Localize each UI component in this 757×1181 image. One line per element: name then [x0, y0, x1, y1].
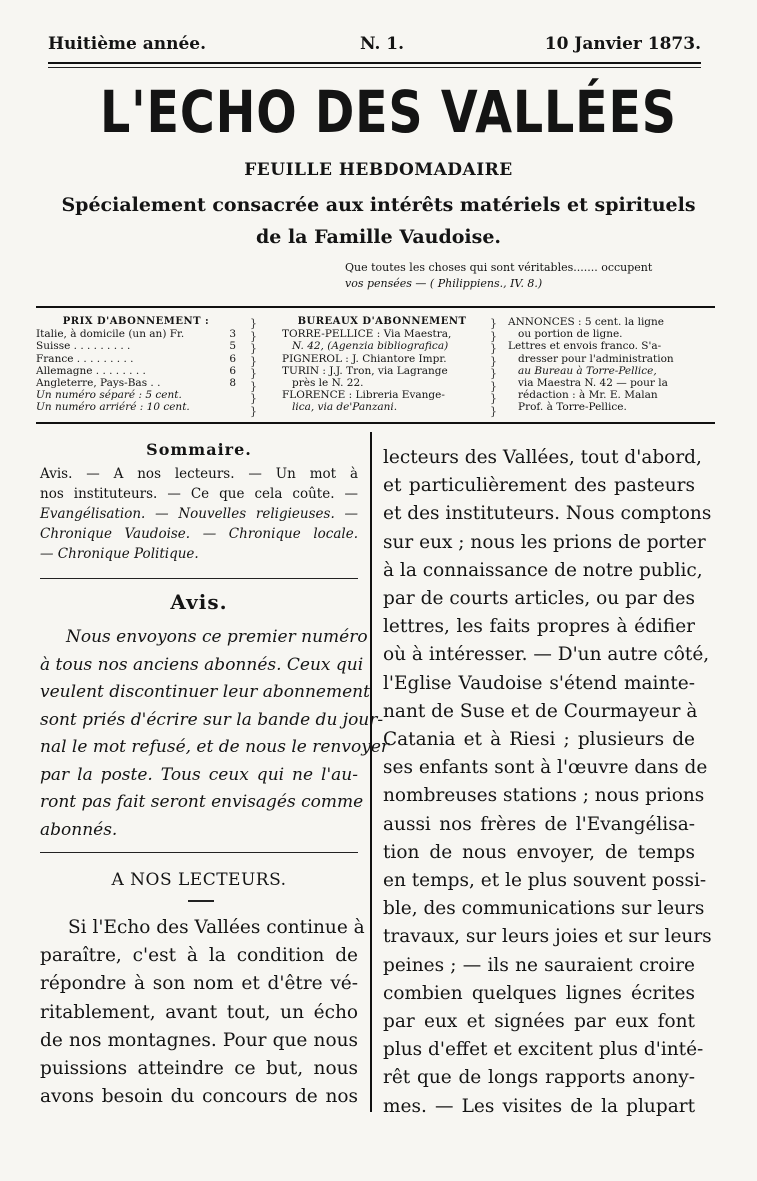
- price-row: Italie, à domicile (un an) Fr. 3: [36, 328, 236, 341]
- article-line: Catania et à Riesi ; plusieurs de: [383, 729, 695, 751]
- article-line: mes. — Les visites de la plupart: [383, 1095, 695, 1117]
- sommaire-rule: [40, 578, 358, 579]
- masthead-subtitle: FEUILLE HEBDOMADAIRE: [244, 160, 513, 180]
- article-line: ses enfants sont à l'œuvre dans de: [383, 757, 708, 779]
- sommaire-line: Avis. — A nos lecteurs. — Un mot à: [40, 466, 358, 482]
- price-row: Angleterre, Pays-Bas . . 8: [36, 377, 236, 390]
- avis-line: ront pas fait seront envisagés comme: [40, 792, 364, 812]
- avis-text: [40, 624, 390, 844]
- article-line: par eux et signées par eux font: [383, 1011, 695, 1033]
- article-line: de nos montagnes. Pour que nous: [40, 1029, 358, 1051]
- annonces-line: rédaction : à Mr. E. Malan: [518, 389, 658, 402]
- sommaire-line: Evangélisation. — Nouvelles religieuses. —: [40, 506, 358, 522]
- sommaire-line: nos instituteurs. — Ce que cela coûte. —: [40, 486, 358, 502]
- brace-divider-1: } } } } } } } }: [250, 317, 257, 418]
- epigraph: [345, 260, 705, 292]
- article-line: rêt que de longs rapports anony-: [383, 1067, 695, 1089]
- avis-line: à tous nos anciens abonnés. Ceux qui: [40, 654, 364, 675]
- avis-line: nal le mot refusé, et de nous le renvoyer: [40, 737, 390, 757]
- article-line: Si l'Echo des Vallées continue à: [68, 917, 365, 938]
- epigraph-line: vos pensées — ( Philippiens., IV. 8.): [345, 277, 543, 290]
- top-rule-thin: [48, 67, 701, 68]
- article-line: à la connaissance de notre public,: [383, 559, 703, 581]
- article-line: par de courts articles, ou par des: [383, 588, 695, 610]
- price-row: France . . . . . . . . . 6: [36, 352, 236, 365]
- price-row: Suisse . . . . . . . . . 5: [36, 340, 236, 353]
- article-line: en temps, et le plus souvent possi-: [383, 870, 707, 892]
- avis-line: par la poste. Tous ceux qui ne l'au-: [40, 764, 358, 785]
- bureaux-line: lica, via de'Panzani.: [292, 401, 398, 414]
- article-line: ritablement, avant tout, un écho: [40, 1001, 358, 1023]
- avis-line: abonnés.: [40, 819, 118, 840]
- article-line: lettres, les faits propres à édifier: [383, 616, 695, 638]
- article-line: peines ; — ils ne sauraient croire: [383, 954, 695, 976]
- avis-heading: Avis.: [170, 590, 228, 614]
- sommaire-heading: Sommaire.: [146, 440, 252, 459]
- article-line: sur eux ; nous les prions de porter: [383, 531, 706, 553]
- annonces-line: ANNONCES : 5 cent. la ligne: [508, 316, 664, 328]
- top-rule: [48, 62, 701, 64]
- column-divider: [370, 432, 372, 1112]
- annonces-line: dresser pour l'administration: [518, 352, 674, 365]
- bureaux-line: PIGNEROL : J. Chiantore Impr.: [282, 352, 447, 365]
- dateline: [48, 34, 701, 58]
- article-heading: A NOS LECTEURS.: [111, 870, 287, 890]
- sommaire-line: — Chronique Politique.: [40, 546, 199, 562]
- sommaire-text: [40, 464, 358, 564]
- bureaux-line: TURIN : J.J. Tron, via Lagrange: [282, 364, 448, 377]
- bureaux-box: [282, 316, 482, 414]
- article-line: combien quelques lignes écrites: [383, 982, 695, 1004]
- article-line: ble, des communications sur leurs: [383, 898, 705, 920]
- epigraph-line: Que toutes les choses qui sont véritables....... occupent: [345, 261, 653, 274]
- article-line: nant de Suse et de Courmayeur à: [383, 700, 698, 722]
- box-top-rule: [36, 306, 715, 308]
- bureaux-line: FLORENCE : Libreria Evange-: [282, 389, 445, 402]
- article-line: avons besoin du concours de nos: [40, 1086, 358, 1108]
- article-line: lecteurs des Vallées, tout d'abord,: [383, 447, 702, 468]
- article-line: puissions atteindre ce but, nous: [40, 1058, 358, 1080]
- article-line: tion de nous envoyer, de temps: [383, 841, 695, 863]
- issue-date: 10 Janvier 1873.: [544, 34, 701, 54]
- single-issue-price: Un numéro séparé : 5 cent.: [36, 389, 182, 402]
- masthead-tagline-1: Spécialement consacrée aux intérêts matériels et spirituels: [61, 194, 696, 216]
- avis-line: veulent discontinuer leur abonnement: [40, 682, 370, 702]
- annonces-line: Prof. à Torre-Pellice.: [518, 401, 627, 414]
- heading-dash: [188, 900, 214, 902]
- box-bottom-rule: [36, 422, 715, 424]
- back-issue-price: Un numéro arriéré : 10 cent.: [36, 401, 190, 414]
- article-line: où à intéresser. — D'un autre côté,: [383, 644, 710, 666]
- article-left-column: [40, 914, 365, 1111]
- article-line: plus d'effet et excitent plus d'inté-: [383, 1039, 704, 1061]
- annonces-line: via Maestra N. 42 — pour la: [518, 377, 668, 390]
- article-line: nombreuses stations ; nous prions: [383, 785, 705, 807]
- article-line: travaux, sur leurs joies et sur leurs: [383, 926, 712, 948]
- annonces-line: Lettres et envois franco. S'a-: [508, 340, 662, 353]
- avis-line: Nous envoyons ce premier numéro: [66, 627, 368, 647]
- issue-number: N. 1.: [360, 34, 405, 54]
- avis-line: sont priés d'écrire sur la bande du jour-: [40, 709, 384, 730]
- article-line: aussi nos frères de l'Evangélisa-: [383, 813, 695, 835]
- annonces-line: au Bureau à Torre-Pellice,: [518, 364, 657, 377]
- article-line: paraître, c'est à la condition de: [40, 945, 358, 967]
- bureaux-line: N. 42, (Agenzia bibliografica): [292, 340, 449, 353]
- article-right-column: [383, 444, 712, 1121]
- article-line: et particulièrement des pasteurs: [383, 475, 695, 497]
- annonces-box: [508, 316, 713, 414]
- annonces-line: ou portion de ligne.: [518, 328, 623, 341]
- bureaux-heading: BUREAUX D'ABONNEMENT: [297, 316, 467, 327]
- avis-rule: [40, 852, 358, 853]
- price-row: Allemagne . . . . . . . . 6: [36, 364, 236, 377]
- article-line: répondre à son nom et d'être vé-: [40, 973, 358, 995]
- subscription-heading: PRIX D'ABONNEMENT :: [62, 316, 210, 327]
- masthead-title: L'ECHO DES VALLÉES: [100, 78, 677, 146]
- article-line: et des instituteurs. Nous comptons: [383, 503, 712, 525]
- brace-divider-2: } } } } } } } }: [490, 317, 497, 418]
- subscription-box: [36, 316, 236, 414]
- masthead-tagline-2: de la Famille Vaudoise.: [255, 226, 502, 248]
- year-label: Huitième année.: [48, 34, 207, 54]
- sommaire-line: Chronique Vaudoise. — Chronique locale.: [40, 526, 358, 542]
- bureaux-line: près le N. 22.: [292, 377, 364, 390]
- bureaux-line: TORRE-PELLICE : Via Maestra,: [282, 328, 452, 341]
- article-line: l'Eglise Vaudoise s'étend mainte-: [383, 672, 695, 694]
